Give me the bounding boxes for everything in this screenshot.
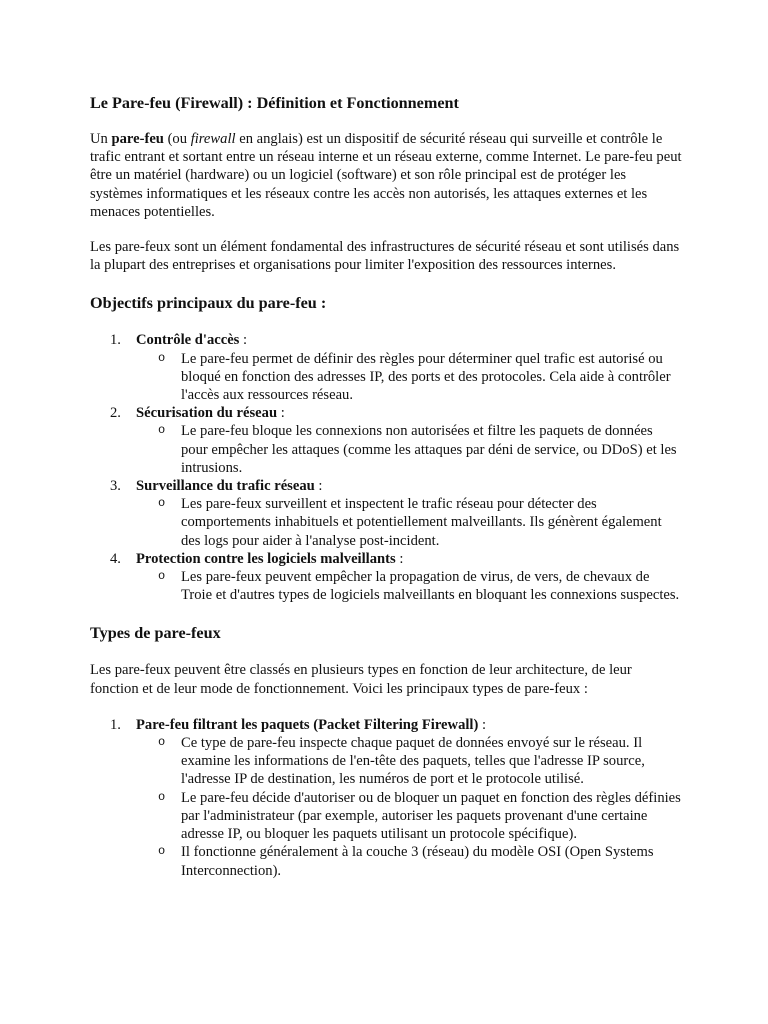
bullet-marker: o [158,789,166,804]
bullet-marker: o [158,569,166,584]
sub-list-item-text: Les pare-feux surveillent et inspectent le trafic réseau pour détecter des comportements inhabituels et potentiellement malveillants. Ils génèrent également des logs pour aider à l'analyse post-incident. [181,496,662,549]
list-number: 2. [110,405,121,422]
list-item [90,477,682,550]
sub-list [136,422,682,477]
sub-list-item-text: Il fonctionne généralement à la couche 3 (réseau) du modèle OSI (Open Systems Interconnection). [181,844,654,879]
list-item-colon: : [277,405,285,422]
sub-list-item [136,734,682,789]
list-item [90,716,682,880]
intro-paragraph [90,130,682,221]
list-item [90,331,682,404]
list-item-label: Protection contre les logiciels malveillants [136,550,396,567]
second-paragraph: Les pare-feux sont un élément fondamental des infrastructures de sécurité réseau et sont utilisés dans la plupart des entreprises et organisations pour limiter l'exposition des ressources internes. [90,239,680,274]
bullet-marker: o [158,496,166,511]
list-item-label: Contrôle d'accès [136,332,240,349]
list-number: 1. [110,716,121,733]
list-number: 4. [110,550,121,567]
objectives-list [90,331,682,604]
sub-list-item [136,495,682,550]
sub-list-item [136,350,682,405]
types-list [90,716,682,880]
sub-list-item [136,789,682,844]
intro-middle: (ou [163,131,191,147]
document-page [90,93,682,899]
list-item-colon: : [239,332,248,349]
sub-list-item-text: Le pare-feu décide d'autoriser ou de bloquer un paquet en fonction des règles définies par l'administrateur (par exemple, autoriser les paquets provenant d'une certaine adresse IP, ou bloquer les paquets utilisant un protocole spécifique). [181,789,681,843]
intro-italic-term: firewall [190,131,236,147]
list-item [90,404,682,477]
intro-bold-term: pare-feu [111,131,164,147]
sub-list [136,350,682,405]
sub-list [136,495,682,550]
sub-list-item [136,422,682,477]
sub-list-item-text: Ce type de pare-feu inspecte chaque paquet de données envoyé sur le réseau. Il examine les informations de l'en-tête des paquets, telles que l'adresse IP source, l'adresse IP de destination, les numéros de port et le protocole utilisé. [181,735,645,788]
list-item-colon: : [314,478,323,495]
list-item-colon: : [395,550,404,567]
list-item [90,550,682,605]
sub-list-item [136,568,682,604]
bullet-marker: o [158,735,166,750]
intro-prefix: Un [90,131,112,147]
intro-suffix: en anglais) est un dispositif de sécurité réseau qui surveille et contrôle le trafic entrant et sortant entre un réseau interne et un réseau externe, comme Internet. Le pare-feu peut être un matériel (hardware) ou un logiciel (software) et son rôle principal est de protéger les systèmes informatiques et les réseaux contre les accès non autorisés, les attaques externes et les menaces potentielles. [90,131,682,220]
types-heading: Types de pare-feux [90,624,221,643]
list-number: 1. [110,332,121,349]
list-item-colon: : [478,716,487,733]
types-intro-paragraph: Les pare-feux peuvent être classés en plusieurs types en fonction de leur architecture, de leur fonction et de leur mode de fonctionnement. Voici les principaux types de pare-feux : [90,662,632,697]
list-number: 3. [110,478,121,495]
bullet-marker: o [158,844,166,859]
list-item-label: Pare-feu filtrant les paquets (Packet Filtering Firewall) [136,716,479,733]
sub-list-item-text: Le pare-feu bloque les connexions non autorisées et filtre les paquets de données pour empêcher les attaques (comme les attaques par déni de service, ou DDoS) et les intrusions. [181,423,677,476]
sub-list [136,734,682,880]
bullet-marker: o [158,423,166,438]
objectives-heading: Objectifs principaux du pare-feu : [90,294,327,313]
sub-list [136,568,682,604]
sub-list-item-text: Les pare-feux peuvent empêcher la propagation de virus, de vers, de chevaux de Troie et d'autres types de logiciels malveillants en bloquant les connexions suspectes. [181,569,680,604]
list-item-label: Surveillance du trafic réseau [136,478,315,495]
sub-list-item-text: Le pare-feu permet de définir des règles pour déterminer quel trafic est autorisé ou bloqué en fonction des adresses IP, des ports et des protocoles. Cela aide à contrôler l'accès aux ressources réseau. [181,350,671,404]
bullet-marker: o [158,350,166,365]
sub-list-item [136,843,682,879]
list-item-label: Sécurisation du réseau [136,405,278,422]
document-title: Le Pare-feu (Firewall) : Définition et Fonctionnement [90,94,459,112]
